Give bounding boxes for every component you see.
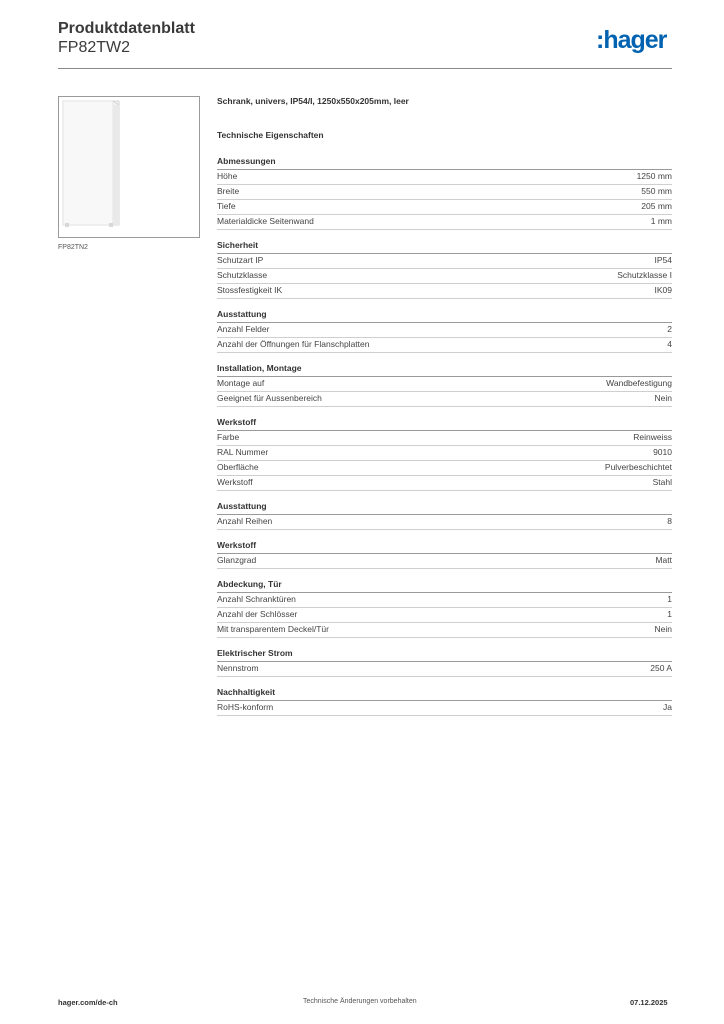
spec-label: RAL Nummer xyxy=(217,447,269,457)
spec-label: Nennstrom xyxy=(217,663,259,673)
document-subtitle: FP82TW2 xyxy=(58,39,131,56)
spec-row xyxy=(217,269,672,284)
section-title: Elektrischer Strom xyxy=(217,648,672,662)
spec-label: Höhe xyxy=(217,171,238,181)
spec-label: Oberfläche xyxy=(217,462,259,472)
spec-row xyxy=(217,593,672,608)
spec-section xyxy=(217,156,672,230)
product-image xyxy=(58,96,200,238)
spec-label: Werkstoff xyxy=(217,477,253,487)
hager-logo-text: :hager xyxy=(596,26,667,54)
spec-row xyxy=(217,431,672,446)
spec-row xyxy=(217,392,672,407)
spec-label: Anzahl Schranktüren xyxy=(217,594,296,604)
spec-label: Schutzklasse xyxy=(217,270,268,280)
spec-value: 1250 mm xyxy=(636,171,672,181)
document-title: Produktdatenblatt xyxy=(58,20,195,37)
spec-label: Montage auf xyxy=(217,378,265,388)
spec-value: 8 xyxy=(667,516,672,526)
spec-value: 9010 xyxy=(653,447,672,457)
section-title: Abmessungen xyxy=(217,156,672,170)
spec-value: Schutzklasse I xyxy=(617,270,672,280)
spec-section xyxy=(217,540,672,569)
spec-label: Glanzgrad xyxy=(217,555,257,565)
spec-value: 1 xyxy=(667,594,672,604)
spec-value: Ja xyxy=(663,702,672,712)
spec-row xyxy=(217,476,672,491)
spec-value: Reinweiss xyxy=(633,432,672,442)
spec-section xyxy=(217,579,672,638)
spec-row xyxy=(217,254,672,269)
spec-value: 1 mm xyxy=(650,216,672,226)
spec-value: Wandbefestigung xyxy=(606,378,672,388)
section-title: Abdeckung, Tür xyxy=(217,579,672,593)
spec-label: Tiefe xyxy=(217,201,236,211)
spec-label: Anzahl Felder xyxy=(217,324,270,334)
footer-website[interactable]: hager.com/de-ch xyxy=(58,998,118,1007)
cabinet-illustration xyxy=(59,97,199,237)
spec-section xyxy=(217,501,672,530)
spec-section xyxy=(217,417,672,491)
footer-date: 07.12.2025 xyxy=(630,998,668,1007)
spec-value: IK09 xyxy=(654,285,672,295)
spec-row xyxy=(217,701,672,716)
spec-value: 205 mm xyxy=(641,201,672,211)
spec-label: Stossfestigkeit IK xyxy=(217,285,283,295)
spec-label: Farbe xyxy=(217,432,240,442)
spec-section xyxy=(217,309,672,353)
spec-row xyxy=(217,215,672,230)
hager-logo xyxy=(596,24,678,58)
spec-value: 2 xyxy=(667,324,672,334)
spec-section xyxy=(217,240,672,299)
spec-row xyxy=(217,461,672,476)
footer-notice: Technische Änderungen vorbehalten xyxy=(303,998,417,1005)
spec-row xyxy=(217,338,672,353)
spec-value: Matt xyxy=(655,555,672,565)
section-title: Ausstattung xyxy=(217,501,672,515)
spec-row xyxy=(217,662,672,677)
tech-properties-heading: Technische Eigenschaften xyxy=(217,130,324,140)
spec-value: IP54 xyxy=(654,255,672,265)
spec-row xyxy=(217,623,672,638)
spec-value: 4 xyxy=(667,339,672,349)
spec-row xyxy=(217,284,672,299)
section-title: Ausstattung xyxy=(217,309,672,323)
product-description: Schrank, univers, IP54/I, 1250x550x205mm, leer xyxy=(217,96,409,106)
spec-row xyxy=(217,446,672,461)
spec-label: Anzahl Reihen xyxy=(217,516,273,526)
spec-label: Materialdicke Seitenwand xyxy=(217,216,314,226)
spec-value: 1 xyxy=(667,609,672,619)
spec-section xyxy=(217,687,672,716)
image-caption: FP82TN2 xyxy=(58,244,88,251)
spec-label: Anzahl der Öffnungen für Flanschplatten xyxy=(217,339,370,349)
spec-section xyxy=(217,363,672,407)
spec-row xyxy=(217,185,672,200)
spec-value: 250 A xyxy=(650,663,672,673)
spec-row xyxy=(217,515,672,530)
spec-row xyxy=(217,323,672,338)
spec-value: 550 mm xyxy=(641,186,672,196)
spec-label: Anzahl der Schlösser xyxy=(217,609,298,619)
spec-row xyxy=(217,608,672,623)
spec-label: Geeignet für Aussenbereich xyxy=(217,393,322,403)
spec-value: Nein xyxy=(654,393,672,403)
spec-row xyxy=(217,170,672,185)
spec-label: Schutzart IP xyxy=(217,255,264,265)
spec-label: RoHS-konform xyxy=(217,702,274,712)
spec-value: Pulverbeschichtet xyxy=(604,462,672,472)
spec-row xyxy=(217,554,672,569)
spec-row xyxy=(217,200,672,215)
spec-value: Stahl xyxy=(652,477,672,487)
spec-row xyxy=(217,377,672,392)
section-title: Sicherheit xyxy=(217,240,672,254)
section-title: Werkstoff xyxy=(217,540,672,554)
spec-label: Mit transparentem Deckel/Tür xyxy=(217,624,329,634)
spec-label: Breite xyxy=(217,186,240,196)
spec-value: Nein xyxy=(654,624,672,634)
section-title: Installation, Montage xyxy=(217,363,672,377)
spec-section xyxy=(217,648,672,677)
section-title: Nachhaltigkeit xyxy=(217,687,672,701)
header-divider xyxy=(58,68,672,69)
section-title: Werkstoff xyxy=(217,417,672,431)
